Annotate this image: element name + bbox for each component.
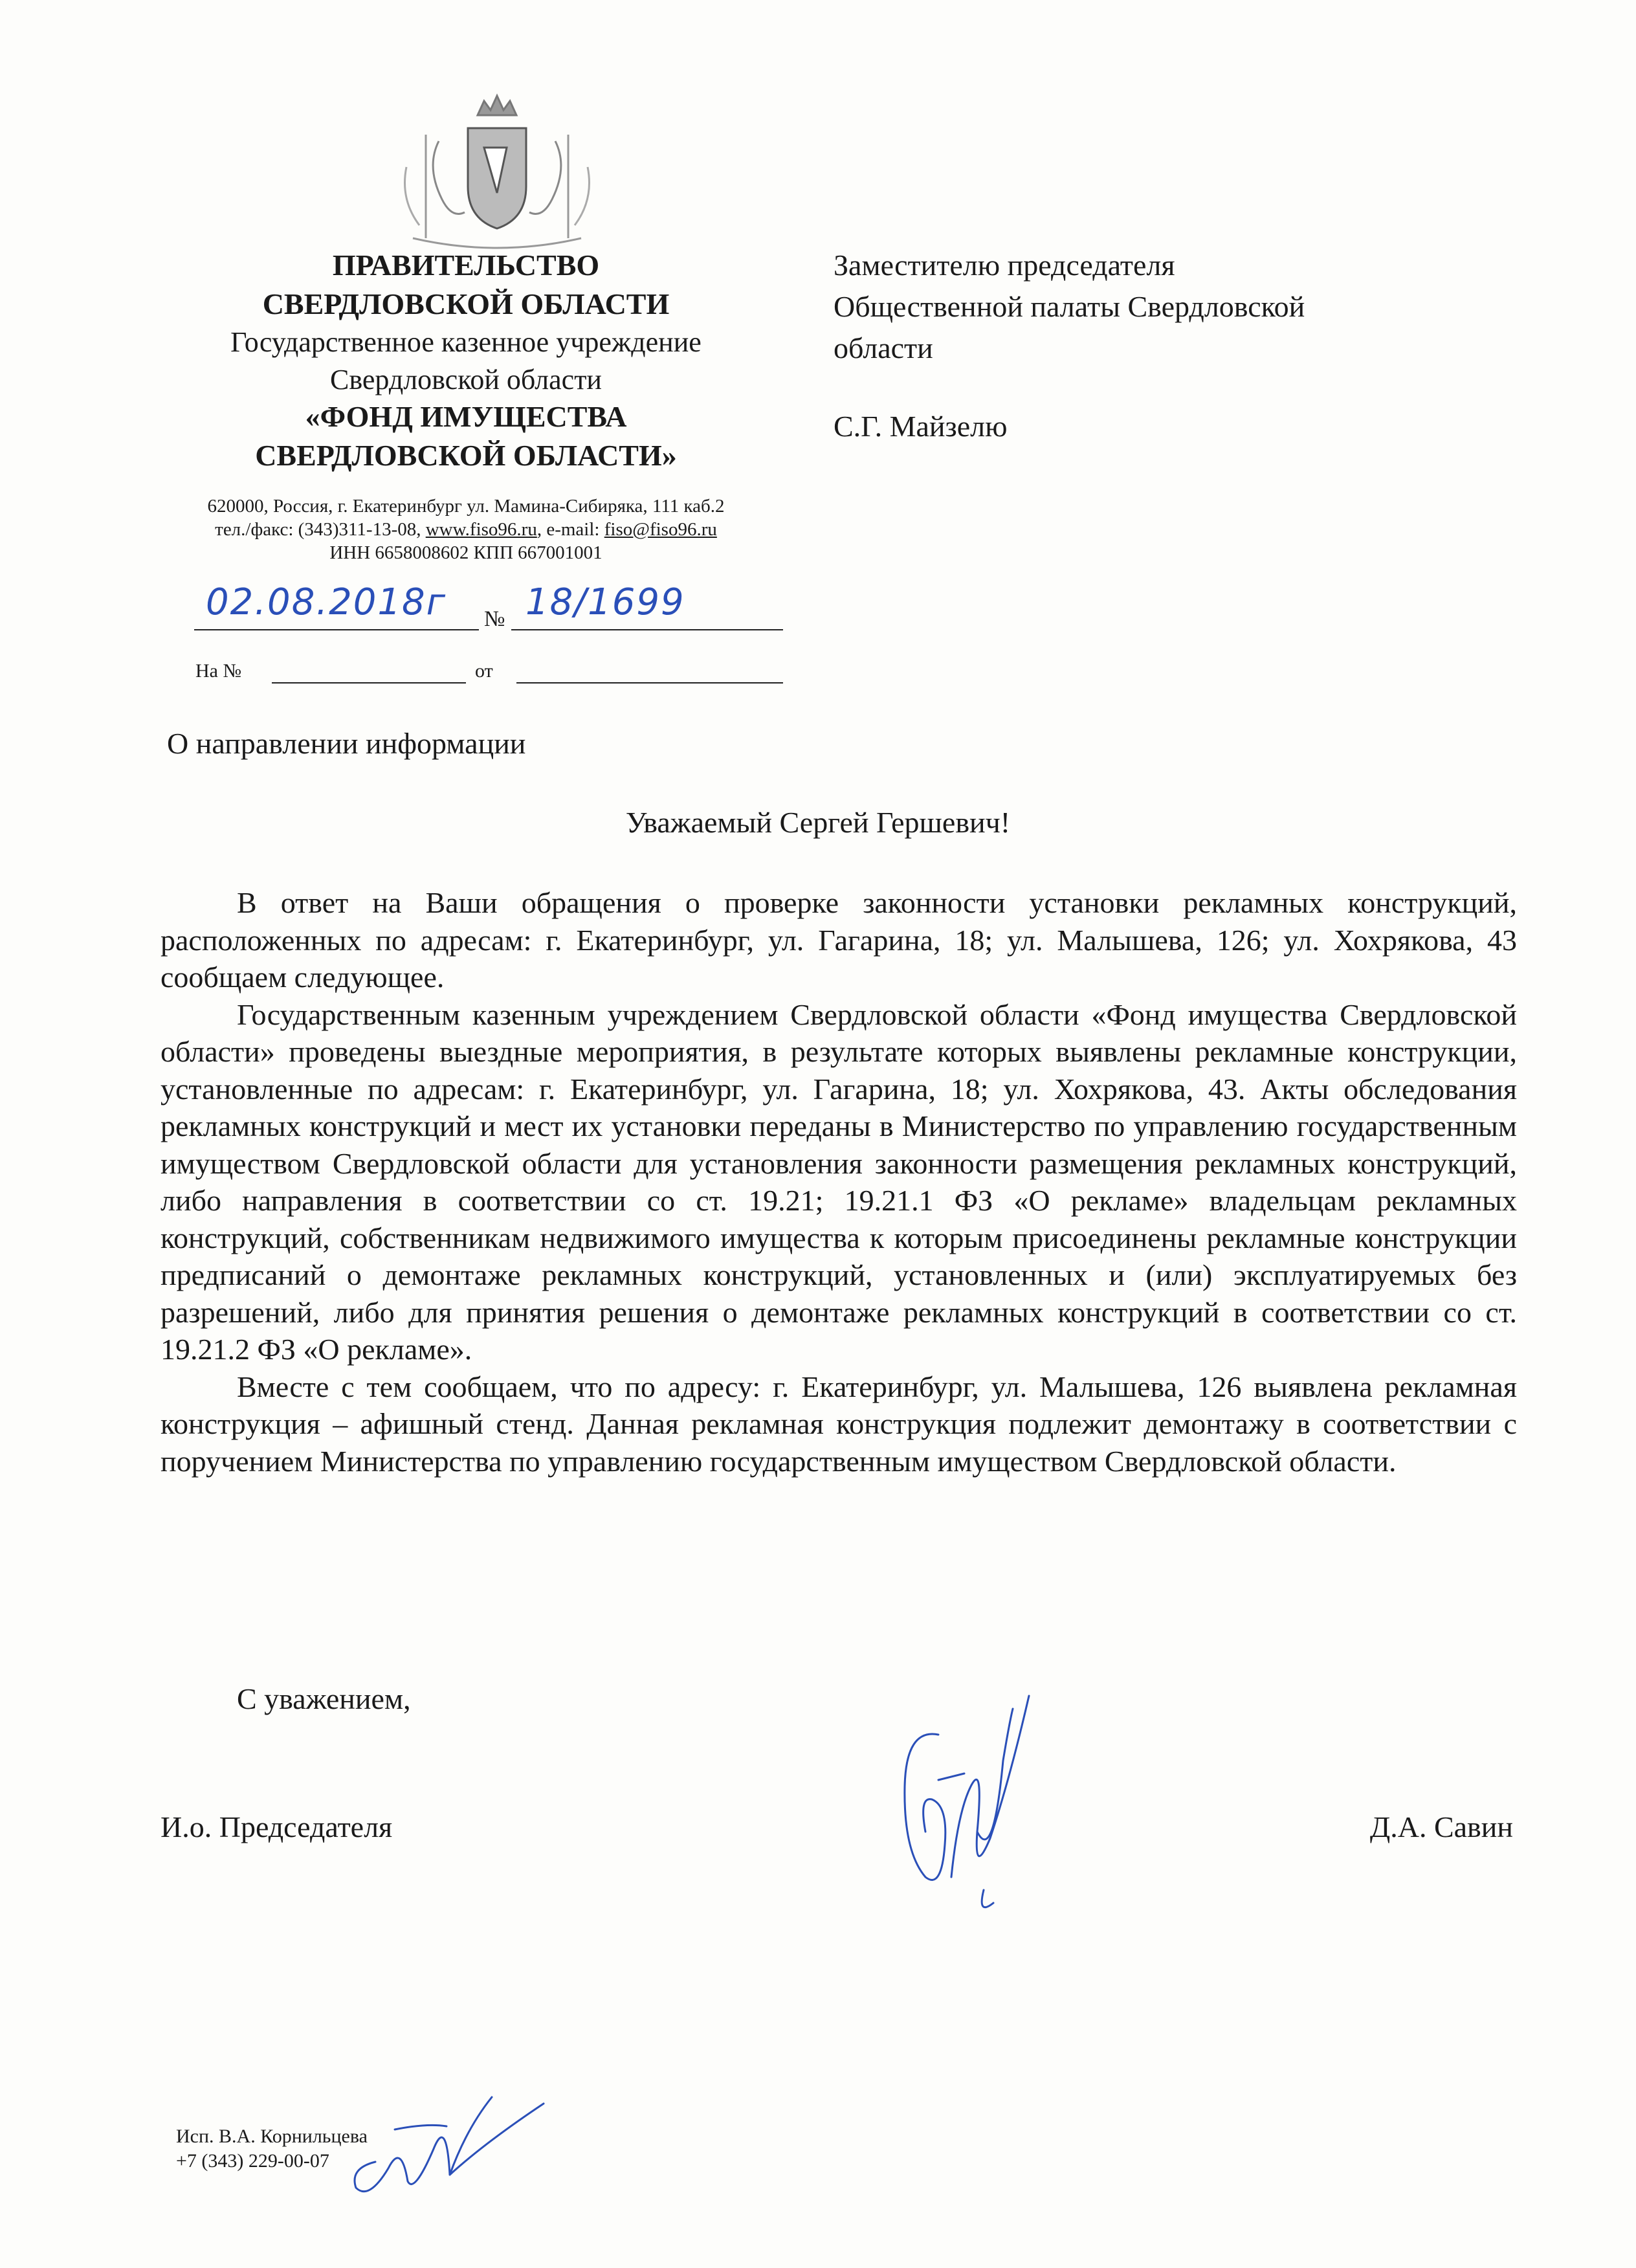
institution-type bbox=[155, 324, 777, 399]
executor-name: Исп. В.А. Корнильцева bbox=[176, 2126, 368, 2147]
gov-line-1: ПРАВИТЕЛЬСТВО bbox=[332, 249, 600, 282]
ref-from-label: от bbox=[475, 660, 493, 682]
executor-phone: +7 (343) 229-00-07 bbox=[176, 2150, 329, 2172]
ref-number-line bbox=[272, 682, 466, 684]
greeting: Уважаемый Сергей Гершевич! bbox=[625, 806, 1011, 839]
postal-address: 620000, Россия, г. Екатеринбург ул. Мамина-Сибиряка, 111 каб.2 bbox=[207, 496, 725, 517]
handwritten-date: 02.08.2018г bbox=[206, 581, 447, 623]
paragraph-2: Государственным казенным учреждением Свердловской области «Фонд имущества Свердловской области» проведены выездные мероприятия, в результате которых выявлены рекламные конструкции, установленные по адресам: г. Екатеринбург, ул. Гагарина, 18; ул. Хохрякова, 43. Акты обследования рекламных конструкций и мест их установки переданы в Министерство по управлению государственным имуществом Свердловской области для установления законности размещения рекламных конструкций, либо направления в соответствии со ст. 19.21; 19.21.1 ФЗ «О рекламе» владельцам рекламных конструкций, собственникам недвижимого имущества к которым присоединены рекламные конструкции предписаний о демонтаже рекламных конструкций, установленных и (или) эксплуатируемых без разрешений, либо для принятия решения о демонтаже рекламных конструкций в соответствии со ст. 19.21.2 ФЗ «О рекламе». bbox=[160, 997, 1517, 1366]
ref-from-line bbox=[516, 682, 783, 684]
paragraph-3: Вместе с тем сообщаем, что по адресу: г. Екатеринбург, ул. Малышева, 126 выявлена рекламная конструкция – афишный стенд. Данная рекламная конструкция подлежит демонтажу в соответствии с поручением Министерства по управлению государственным имуществом Свердловской области. bbox=[160, 1370, 1517, 1478]
government-name bbox=[155, 246, 777, 324]
addressee-line-3: области bbox=[834, 331, 933, 364]
paragraph-1: В ответ на Ваши обращения о проверке законности установки рекламных конструкций, расположенных по адресам: г. Екатеринбург, ул. Гагарина, 18; ул. Малышева, 126; ул. Хохрякова, 43 сообщаем следующее. bbox=[160, 886, 1517, 994]
inst-line-2: Свердловской области bbox=[330, 364, 602, 395]
handwritten-number: 18/1699 bbox=[525, 581, 685, 623]
gov-line-2: СВЕРДЛОВСКОЙ ОБЛАСТИ bbox=[262, 287, 670, 320]
addressee-name: С.Г. Майзелю bbox=[834, 410, 1008, 443]
website-link[interactable]: www.fiso96.ru bbox=[425, 519, 537, 540]
signature bbox=[880, 1683, 1061, 1961]
subject-line: О направлении информации bbox=[167, 727, 526, 760]
number-label: № bbox=[484, 607, 505, 631]
letter-body bbox=[160, 884, 1517, 1480]
fund-line-2: СВЕРДЛОВСКОЙ ОБЛАСТИ» bbox=[255, 439, 677, 472]
signer-name: Д.А. Савин bbox=[1369, 1810, 1513, 1843]
fund-name bbox=[155, 397, 777, 475]
date-line bbox=[194, 629, 479, 630]
coat-of-arms-emblem bbox=[387, 89, 607, 254]
ref-number-label: На № bbox=[195, 660, 242, 682]
phone-line: тел./факс: (343)311-13-08, www.fiso96.ru, e-mail: fiso@fiso96.ru bbox=[215, 519, 717, 540]
fund-line-1: «ФОНД ИМУЩЕСТВА bbox=[305, 400, 627, 433]
signer-position: И.о. Председателя bbox=[160, 1810, 393, 1843]
executor-initials-signature bbox=[337, 2091, 557, 2201]
inst-line-1: Государственное казенное учреждение bbox=[230, 326, 702, 358]
contact-block bbox=[155, 495, 777, 564]
number-line bbox=[511, 629, 783, 630]
email-link[interactable]: fiso@fiso96.ru bbox=[604, 519, 717, 540]
addressee-line-2: Общественной палаты Свердловской bbox=[834, 290, 1305, 323]
addressee-block bbox=[834, 245, 1545, 369]
addressee-line-1: Заместителю председателя bbox=[834, 249, 1175, 282]
closing: С уважением, bbox=[237, 1682, 411, 1715]
inn-kpp: ИНН 6658008602 КПП 667001001 bbox=[329, 542, 602, 563]
